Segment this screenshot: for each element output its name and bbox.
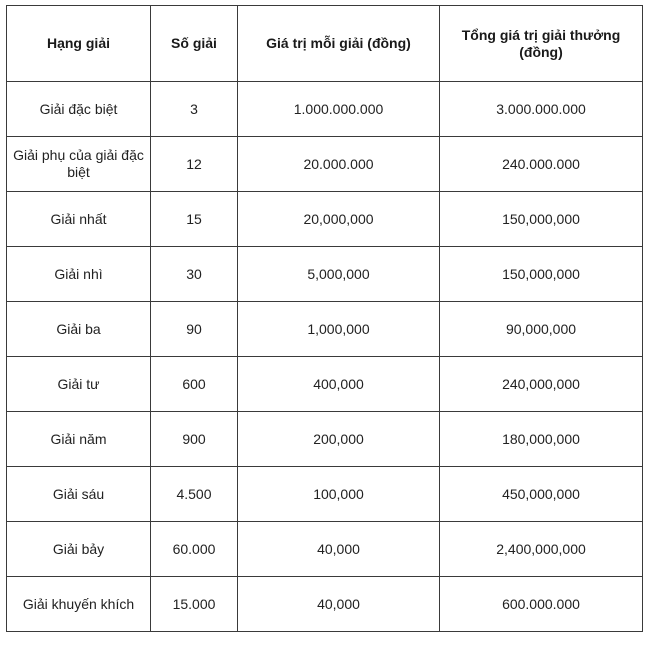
cell-value-per-prize: 5,000,000 <box>238 247 440 302</box>
table-row <box>7 137 643 192</box>
cell-prize-rank: Giải nhất <box>7 192 151 247</box>
cell-prize-count: 900 <box>151 412 238 467</box>
table-row <box>7 192 643 247</box>
cell-total-value: 450,000,000 <box>440 467 643 522</box>
table-row <box>7 357 643 412</box>
cell-prize-count: 600 <box>151 357 238 412</box>
cell-prize-count: 90 <box>151 302 238 357</box>
cell-value-per-prize: 200,000 <box>238 412 440 467</box>
cell-prize-count: 60.000 <box>151 522 238 577</box>
prize-table-container <box>6 5 643 632</box>
cell-total-value: 150,000,000 <box>440 192 643 247</box>
cell-value-per-prize: 20,000,000 <box>238 192 440 247</box>
table-row <box>7 247 643 302</box>
cell-prize-rank: Giải ba <box>7 302 151 357</box>
header-prize-count: Số giải <box>151 6 238 82</box>
cell-prize-rank: Giải đặc biệt <box>7 82 151 137</box>
cell-prize-count: 12 <box>151 137 238 192</box>
cell-prize-rank: Giải bảy <box>7 522 151 577</box>
cell-prize-rank: Giải khuyến khích <box>7 577 151 632</box>
table-row <box>7 82 643 137</box>
cell-value-per-prize: 100,000 <box>238 467 440 522</box>
header-row <box>7 6 643 82</box>
header-total-value: Tổng giá trị giải thưởng (đồng) <box>440 6 643 82</box>
table-row <box>7 577 643 632</box>
cell-value-per-prize: 1.000.000.000 <box>238 82 440 137</box>
table-header <box>7 6 643 82</box>
table-row <box>7 522 643 577</box>
prize-table <box>6 5 643 632</box>
cell-value-per-prize: 400,000 <box>238 357 440 412</box>
cell-total-value: 2,400,000,000 <box>440 522 643 577</box>
header-value-per-prize: Giá trị mỗi giải (đồng) <box>238 6 440 82</box>
table-row <box>7 412 643 467</box>
cell-total-value: 240,000,000 <box>440 357 643 412</box>
cell-total-value: 150,000,000 <box>440 247 643 302</box>
header-prize-rank: Hạng giải <box>7 6 151 82</box>
cell-prize-count: 4.500 <box>151 467 238 522</box>
cell-total-value: 90,000,000 <box>440 302 643 357</box>
cell-value-per-prize: 40,000 <box>238 577 440 632</box>
cell-total-value: 3.000.000.000 <box>440 82 643 137</box>
cell-prize-count: 15.000 <box>151 577 238 632</box>
table-body <box>7 82 643 632</box>
cell-value-per-prize: 40,000 <box>238 522 440 577</box>
table-row <box>7 467 643 522</box>
table-row <box>7 302 643 357</box>
cell-prize-count: 30 <box>151 247 238 302</box>
cell-total-value: 180,000,000 <box>440 412 643 467</box>
cell-prize-rank: Giải tư <box>7 357 151 412</box>
cell-prize-rank: Giải nhì <box>7 247 151 302</box>
cell-value-per-prize: 20.000.000 <box>238 137 440 192</box>
cell-prize-count: 3 <box>151 82 238 137</box>
cell-prize-rank: Giải phụ của giải đặc biệt <box>7 137 151 192</box>
cell-prize-rank: Giải năm <box>7 412 151 467</box>
cell-total-value: 600.000.000 <box>440 577 643 632</box>
cell-prize-count: 15 <box>151 192 238 247</box>
cell-prize-rank: Giải sáu <box>7 467 151 522</box>
cell-value-per-prize: 1,000,000 <box>238 302 440 357</box>
cell-total-value: 240.000.000 <box>440 137 643 192</box>
